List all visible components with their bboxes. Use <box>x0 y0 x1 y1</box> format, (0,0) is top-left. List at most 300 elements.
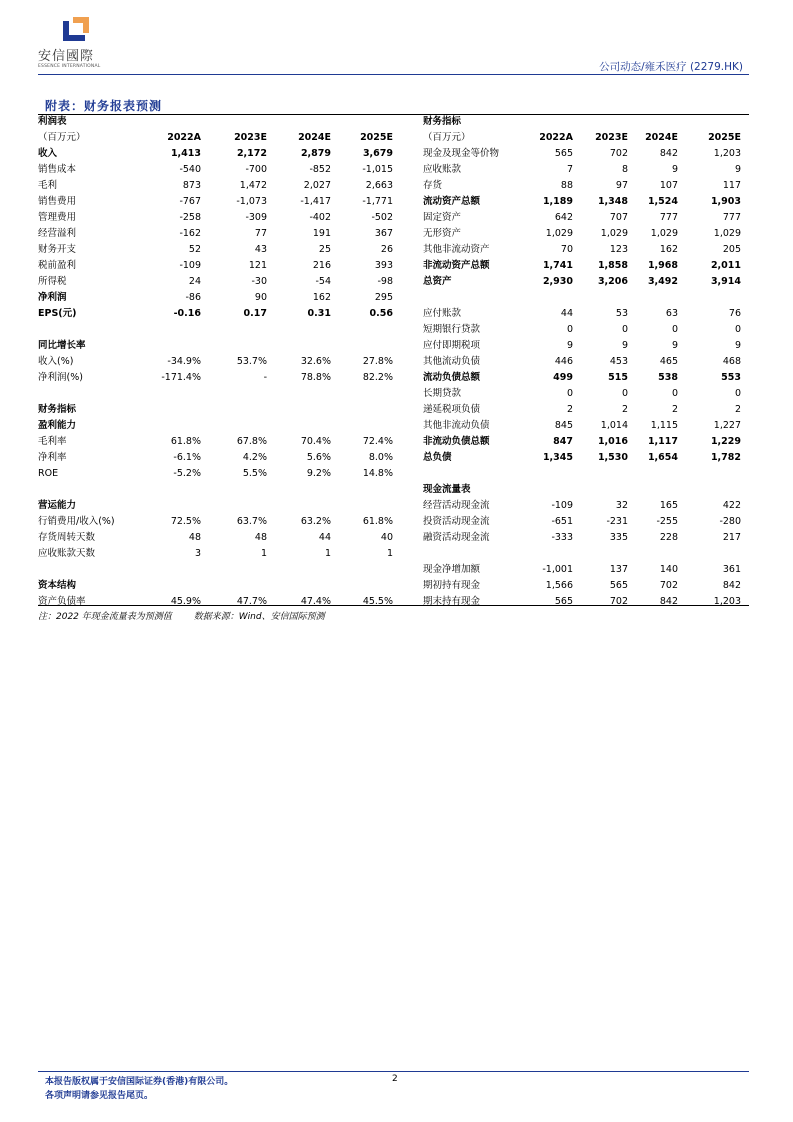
value-cell: 642 <box>554 212 573 223</box>
value-cell: 1,524 <box>647 196 678 207</box>
value-cell: 1,413 <box>170 148 201 159</box>
value-cell: -402 <box>309 212 331 223</box>
row-label: 无形资产 <box>423 228 462 239</box>
value-cell: -109 <box>551 500 573 511</box>
value-cell: -231 <box>606 516 628 527</box>
value-cell: 873 <box>182 180 201 191</box>
section-heading-row <box>38 338 393 354</box>
value-cell: 70.4% <box>300 436 331 447</box>
value-cell: 9 <box>621 340 628 351</box>
value-cell <box>267 338 331 354</box>
value-cell: 553 <box>721 372 741 383</box>
value-cell: 361 <box>722 564 741 575</box>
table-row <box>423 530 741 546</box>
value-cell: 27.8% <box>362 356 393 367</box>
table-row <box>38 146 393 162</box>
year-header-cell: 2025E <box>360 132 393 143</box>
row-label: （百万元） <box>423 132 471 143</box>
value-cell <box>678 466 741 482</box>
value-cell: 3,492 <box>647 276 678 287</box>
value-cell: 0 <box>621 324 628 335</box>
value-cell <box>528 290 573 306</box>
spacer-row <box>38 482 393 498</box>
value-cell: 1,903 <box>710 196 741 207</box>
value-cell: -34.9% <box>167 356 201 367</box>
value-cell <box>143 562 201 578</box>
data-source: 数据来源：Wind、安信国际预测 <box>193 612 325 622</box>
row-label: 应付账款 <box>423 308 462 319</box>
value-cell <box>143 386 201 402</box>
value-cell: 0.31 <box>307 308 331 319</box>
row-label: 同比增长率 <box>38 340 86 351</box>
value-cell: 205 <box>722 244 741 255</box>
row-label: 利润表 <box>38 116 67 127</box>
table-row <box>423 162 741 178</box>
value-cell <box>331 482 393 498</box>
value-cell <box>331 402 393 418</box>
table-row <box>423 370 741 386</box>
value-cell <box>528 466 573 482</box>
row-label: 收入(%) <box>38 356 74 367</box>
value-cell: -852 <box>309 164 331 175</box>
table-row <box>423 450 741 466</box>
row-label: 管理费用 <box>38 212 77 223</box>
value-cell: -333 <box>551 532 573 543</box>
table-row <box>38 546 393 562</box>
row-label: 总负债 <box>423 452 452 463</box>
table-row <box>38 594 393 610</box>
disclaimer-notice: 各项声明请参见报告尾页。 <box>45 1091 154 1101</box>
value-cell <box>678 290 741 306</box>
value-cell <box>573 290 628 306</box>
row-label: 所得税 <box>38 276 67 287</box>
table-row <box>423 242 741 258</box>
row-label: 现金流量表 <box>423 484 471 495</box>
value-cell: 25 <box>318 244 331 255</box>
value-cell: 48 <box>188 532 201 543</box>
table-row <box>38 274 393 290</box>
value-cell: 2,172 <box>236 148 267 159</box>
value-cell: -1,015 <box>362 164 393 175</box>
value-cell <box>143 482 201 498</box>
table-row <box>423 226 741 242</box>
value-cell: 8 <box>621 164 628 175</box>
value-cell: 2,027 <box>303 180 331 191</box>
column-header-row <box>423 130 741 146</box>
value-cell: 217 <box>722 532 741 543</box>
value-cell: 14.8% <box>362 468 393 479</box>
row-label: 资本结构 <box>38 580 77 591</box>
row-label: 应收账款 <box>423 164 462 175</box>
value-cell: 1,029 <box>650 228 678 239</box>
row-label: 其他流动负债 <box>423 356 481 367</box>
table-row <box>38 242 393 258</box>
value-cell: 61.8% <box>362 516 393 527</box>
year-header-cell: 2024E <box>298 132 331 143</box>
table-row <box>423 258 741 274</box>
row-label: 财务开支 <box>38 244 77 255</box>
table-row <box>38 354 393 370</box>
value-cell <box>331 386 393 402</box>
value-cell <box>331 578 393 594</box>
value-cell: 123 <box>609 244 628 255</box>
value-cell <box>678 546 741 562</box>
value-cell <box>267 322 331 338</box>
value-cell <box>267 562 331 578</box>
value-cell: 45.5% <box>362 596 393 607</box>
value-cell <box>331 418 393 434</box>
row-label: 其他非流动负债 <box>423 420 490 431</box>
value-cell <box>628 482 678 498</box>
value-cell: 9.2% <box>306 468 331 479</box>
spacer-row <box>423 466 741 482</box>
spacer-row <box>423 546 741 562</box>
value-cell: -109 <box>179 260 201 271</box>
value-cell: 422 <box>722 500 741 511</box>
value-cell: 2 <box>566 404 573 415</box>
value-cell: 1,115 <box>650 420 678 431</box>
value-cell: -171.4% <box>161 372 201 383</box>
row-label: 期末持有现金 <box>423 596 481 607</box>
logo-english-name: ESSENCE INTERNATIONAL <box>38 64 101 69</box>
value-cell: 565 <box>554 596 573 607</box>
value-cell <box>528 546 573 562</box>
table-bottom-divider <box>38 605 749 606</box>
value-cell: 1,029 <box>545 228 573 239</box>
value-cell: -54 <box>315 276 331 287</box>
value-cell: 67.8% <box>236 436 267 447</box>
value-cell: 1,014 <box>600 420 628 431</box>
table-row <box>38 290 393 306</box>
row-label: 资产负债率 <box>38 596 86 607</box>
value-cell: 9 <box>671 340 678 351</box>
row-label: 毛利 <box>38 180 58 191</box>
value-cell: 842 <box>659 148 678 159</box>
value-cell: 70 <box>560 244 573 255</box>
value-cell: -1,073 <box>236 196 267 207</box>
spacer-row <box>38 562 393 578</box>
value-cell: 52 <box>188 244 201 255</box>
row-label: 总资产 <box>423 276 452 287</box>
value-cell <box>573 482 628 498</box>
value-cell: 1,016 <box>597 436 628 447</box>
value-cell <box>201 386 267 402</box>
value-cell: 1,203 <box>713 148 741 159</box>
spacer-row <box>38 322 393 338</box>
value-cell: 393 <box>374 260 393 271</box>
value-cell: 367 <box>374 228 393 239</box>
value-cell: 5.5% <box>242 468 267 479</box>
section-heading-row <box>38 114 393 130</box>
value-cell: 3,679 <box>362 148 393 159</box>
value-cell <box>573 114 628 130</box>
value-cell <box>573 466 628 482</box>
value-cell: 191 <box>312 228 331 239</box>
table-footnote <box>38 609 325 622</box>
copyright-notice: 本报告版权属于安信国际证券(香港)有限公司。 <box>45 1077 234 1087</box>
table-row <box>423 146 741 162</box>
value-cell: -700 <box>245 164 267 175</box>
value-cell: 499 <box>553 372 573 383</box>
value-cell: 842 <box>659 596 678 607</box>
column-header-row <box>38 130 393 146</box>
value-cell: 9 <box>566 340 573 351</box>
value-cell <box>267 114 331 130</box>
table-row <box>38 370 393 386</box>
footer-divider <box>38 1071 749 1072</box>
value-cell: 137 <box>609 564 628 575</box>
value-cell: 43 <box>254 244 267 255</box>
table-row <box>38 306 393 322</box>
year-header-cell: 2024E <box>645 132 678 143</box>
value-cell: 3,914 <box>710 276 741 287</box>
value-cell: 48 <box>254 532 267 543</box>
value-cell: 847 <box>553 436 573 447</box>
value-cell <box>201 114 267 130</box>
value-cell <box>201 338 267 354</box>
value-cell <box>267 402 331 418</box>
value-cell <box>528 482 573 498</box>
row-label <box>38 482 143 498</box>
row-label: 固定资产 <box>423 212 462 223</box>
value-cell: 845 <box>554 420 573 431</box>
row-label: 非流动负债总额 <box>423 436 490 447</box>
row-label <box>423 546 528 562</box>
row-label: 存货 <box>423 180 443 191</box>
spacer-row <box>423 290 741 306</box>
row-label: 行销费用/收入(%) <box>38 516 115 527</box>
value-cell <box>628 290 678 306</box>
value-cell <box>267 578 331 594</box>
value-cell: 63 <box>665 308 678 319</box>
value-cell: 1,029 <box>713 228 741 239</box>
row-label: 净利润 <box>38 292 67 303</box>
row-label: 非流动资产总额 <box>423 260 490 271</box>
value-cell: 63.7% <box>236 516 267 527</box>
value-cell: 228 <box>659 532 678 543</box>
value-cell: 2,011 <box>710 260 741 271</box>
value-cell: 702 <box>609 148 628 159</box>
value-cell: 24 <box>188 276 201 287</box>
value-cell <box>143 578 201 594</box>
value-cell: 538 <box>658 372 678 383</box>
value-cell: 4.2% <box>242 452 267 463</box>
section-heading-row <box>38 418 393 434</box>
section-heading-row <box>38 498 393 514</box>
value-cell: 53 <box>615 308 628 319</box>
value-cell: 78.8% <box>300 372 331 383</box>
row-label: 净利率 <box>38 452 67 463</box>
value-cell: 2,879 <box>300 148 331 159</box>
value-cell: 1,029 <box>600 228 628 239</box>
value-cell: 1,345 <box>542 452 573 463</box>
header-divider <box>38 74 749 75</box>
row-label <box>38 386 143 402</box>
value-cell <box>267 482 331 498</box>
value-cell: 162 <box>659 244 678 255</box>
value-cell: 47.7% <box>236 596 267 607</box>
value-cell: 1,741 <box>542 260 573 271</box>
value-cell: 72.4% <box>362 436 393 447</box>
value-cell: 140 <box>659 564 678 575</box>
value-cell: 335 <box>609 532 628 543</box>
value-cell: 2 <box>621 404 628 415</box>
value-cell <box>331 114 393 130</box>
value-cell: -30 <box>251 276 267 287</box>
value-cell <box>143 402 201 418</box>
value-cell <box>201 418 267 434</box>
value-cell <box>143 322 201 338</box>
row-label: 短期银行贷款 <box>423 324 481 335</box>
value-cell: 1,117 <box>647 436 678 447</box>
value-cell: 53.7% <box>236 356 267 367</box>
table-row <box>423 594 741 610</box>
value-cell: 565 <box>609 580 628 591</box>
row-label: （百万元） <box>38 132 86 143</box>
row-label: 现金净增加额 <box>423 564 481 575</box>
table-row <box>423 402 741 418</box>
value-cell: 453 <box>609 356 628 367</box>
value-cell: 0.17 <box>243 308 267 319</box>
table-row <box>423 514 741 530</box>
value-cell: 3 <box>194 548 201 559</box>
row-label: 财务指标 <box>423 116 462 127</box>
value-cell: 842 <box>722 580 741 591</box>
value-cell: -0.16 <box>173 308 201 319</box>
value-cell: 45.9% <box>170 596 201 607</box>
value-cell: 165 <box>659 500 678 511</box>
value-cell: 0 <box>671 388 678 399</box>
value-cell: -767 <box>179 196 201 207</box>
value-cell: -1,417 <box>300 196 331 207</box>
table-row <box>423 498 741 514</box>
value-cell: -86 <box>185 292 201 303</box>
value-cell: 72.5% <box>170 516 201 527</box>
row-label: 应收账款天数 <box>38 548 96 559</box>
row-label: EPS(元) <box>38 308 77 319</box>
value-cell: 565 <box>554 148 573 159</box>
report-breadcrumb: 公司动态/雍禾医疗 (2279.HK) <box>599 61 743 73</box>
table-row <box>38 162 393 178</box>
row-label <box>423 466 528 482</box>
value-cell <box>201 578 267 594</box>
value-cell <box>143 418 201 434</box>
value-cell: 44 <box>318 532 331 543</box>
value-cell: -5.2% <box>173 468 201 479</box>
table-row <box>423 338 741 354</box>
row-label: 经营溢利 <box>38 228 77 239</box>
table-row <box>38 210 393 226</box>
table-row <box>38 194 393 210</box>
value-cell: 1,189 <box>542 196 573 207</box>
table-row <box>38 466 393 482</box>
value-cell: 1,530 <box>597 452 628 463</box>
value-cell <box>267 418 331 434</box>
value-cell: -280 <box>719 516 741 527</box>
table-row <box>423 178 741 194</box>
value-cell <box>678 482 741 498</box>
table-row <box>423 578 741 594</box>
row-label: 净利润(%) <box>38 372 83 383</box>
value-cell <box>201 498 267 514</box>
row-label: 销售成本 <box>38 164 77 175</box>
value-cell: 2,663 <box>365 180 393 191</box>
value-cell: 5.6% <box>306 452 331 463</box>
value-cell <box>201 562 267 578</box>
row-label: 递延税项负债 <box>423 404 481 415</box>
value-cell <box>528 114 573 130</box>
row-label: 销售费用 <box>38 196 77 207</box>
year-header-cell: 2022A <box>167 132 201 143</box>
row-label: 财务指标 <box>38 404 77 415</box>
value-cell <box>201 482 267 498</box>
row-label <box>38 322 143 338</box>
value-cell <box>628 114 678 130</box>
year-header-cell: 2025E <box>708 132 741 143</box>
value-cell <box>143 498 201 514</box>
value-cell: -6.1% <box>173 452 201 463</box>
value-cell: 465 <box>659 356 678 367</box>
row-label: 应付即期税项 <box>423 340 481 351</box>
value-cell: 777 <box>659 212 678 223</box>
value-cell: 2,930 <box>542 276 573 287</box>
value-cell: 1,203 <box>713 596 741 607</box>
value-cell: 107 <box>659 180 678 191</box>
row-label: 税前盈利 <box>38 260 77 271</box>
value-cell: 32.6% <box>300 356 331 367</box>
row-label: 收入 <box>38 148 58 159</box>
value-cell: 1 <box>260 548 267 559</box>
year-header-cell: 2023E <box>234 132 267 143</box>
value-cell <box>331 562 393 578</box>
value-cell: 0 <box>734 324 741 335</box>
table-row <box>423 210 741 226</box>
value-cell <box>267 386 331 402</box>
row-label: ROE <box>38 468 59 479</box>
value-cell <box>331 338 393 354</box>
value-cell: 702 <box>659 580 678 591</box>
value-cell: 1,782 <box>710 452 741 463</box>
value-cell: 295 <box>374 292 393 303</box>
value-cell: 468 <box>722 356 741 367</box>
income-statement-table <box>38 114 393 610</box>
section-heading-row <box>423 482 741 498</box>
row-label: 长期贷款 <box>423 388 462 399</box>
value-cell: 0 <box>734 388 741 399</box>
value-cell: 9 <box>734 340 741 351</box>
page-title: 附表：财务报表预测 <box>45 99 163 113</box>
value-cell: 1,858 <box>597 260 628 271</box>
value-cell: -540 <box>179 164 201 175</box>
value-cell: 47.4% <box>300 596 331 607</box>
row-label: 营运能力 <box>38 500 77 511</box>
value-cell: 216 <box>312 260 331 271</box>
value-cell <box>331 498 393 514</box>
value-cell: 8.0% <box>368 452 393 463</box>
value-cell: -162 <box>179 228 201 239</box>
logo-chinese-name: 安信國際 <box>38 49 95 64</box>
table-row <box>423 306 741 322</box>
value-cell: 2 <box>671 404 678 415</box>
value-cell: 44 <box>560 308 573 319</box>
row-label: 毛利率 <box>38 436 67 447</box>
value-cell: 1,654 <box>647 452 678 463</box>
value-cell <box>678 114 741 130</box>
value-cell: -258 <box>179 212 201 223</box>
table-row <box>38 226 393 242</box>
value-cell: -502 <box>371 212 393 223</box>
year-header-cell: 2022A <box>539 132 573 143</box>
